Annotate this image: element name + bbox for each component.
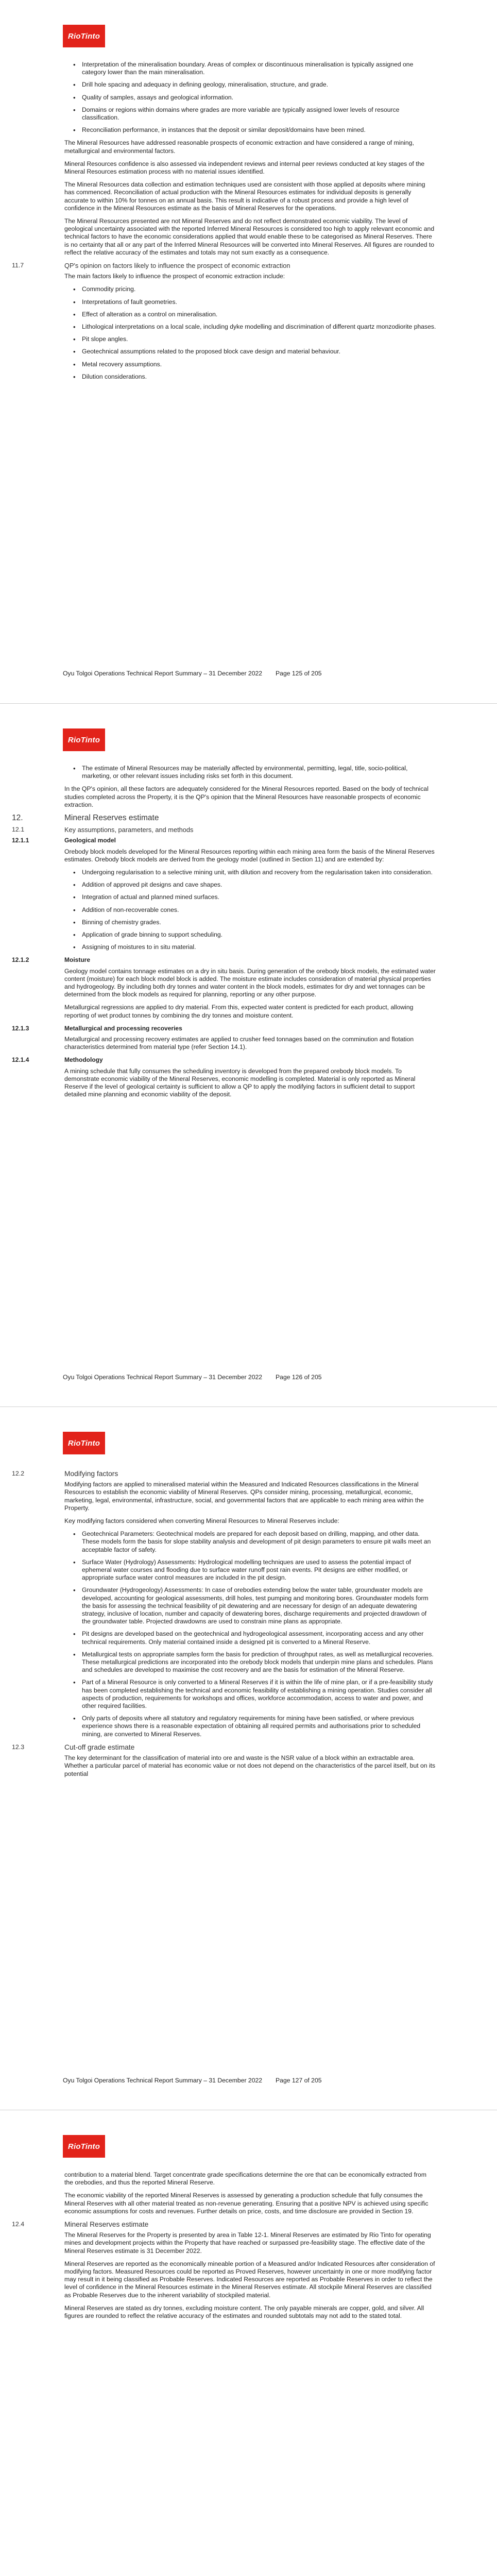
paragraph: The Mineral Resources presented are not Mineral Reserves and do not reflect demonstrated economic viability. The level of geological uncertainty associated with the reported Inferred Mineral Resources is considered too high to apply relevant economic and technical factors to have the economic considerations applied that would enable these to be categorised as Mineral Reserves. There is no certainty that all or any part of the Inferred Mineral Resources will be converted into Mineral Reserves. All figures are rounded to reflect the relative accuracy of the estimates and totals may not sum exactly as a consequence.: [64, 217, 435, 256]
paragraph: A mining schedule that fully consumes the scheduling inventory is developed from the prepared orebody block models. To demonstrate economic viability of the Mineral Reserves, economic modelling is completed. Material is only reported as Mineral Reserve if the level of geological certainty is sufficient to allow a QP to apply the modifying factors in sufficient detail to support detailed mine planning and economic viability of the deposit.: [64, 1067, 416, 1098]
section-title: Mineral Reserves estimate: [64, 814, 159, 823]
page-content: [12, 61, 436, 386]
list-item: • Pit slope angles.: [82, 335, 436, 343]
footer-title: Oyu Tolgoi Operations Technical Report Summary – 31 December 2022: [63, 670, 263, 677]
list-item: • Assigning of moistures to in situ material.: [82, 943, 436, 951]
section-heading: [12, 814, 436, 823]
footer-title: Oyu Tolgoi Operations Technical Report Summary – 31 December 2022: [63, 2077, 263, 2084]
paragraph: The Mineral Resources have addressed reasonable prospects of economic extraction and have considered a range of mining, metallurgical and environmental factors.: [64, 139, 414, 155]
list-item: • Surface Water (Hydrology) Assessments: Hydrological modelling techniques are used to assess the potential impact of ephemeral water courses and flooding due to surface water runoff post rain events. Pit designs are either modified, or appropriate surface water control measures are included in the pit design.: [82, 1558, 436, 1582]
paragraph: The economic viability of the reported Mineral Reserves is assessed by generating a production schedule that fully consumes the Mineral Reserves with all other material treated as non-revenue generating. Ensuring that a positive NPV is achieved using specific economic assumptions for costs and revenues. Further details on price, costs, and time disclosure are provided in Section 19.: [64, 2192, 429, 2215]
section-number: 11.7: [12, 262, 24, 269]
list-item: • Reconciliation performance, in instances that the deposit or similar deposit/domains have been mined.: [82, 126, 436, 134]
section-number: 12.1.4: [12, 1056, 29, 1064]
bullet-list: [64, 869, 436, 951]
paragraph: Mineral Resources confidence is also assessed via independent reviews and internal peer reviews conducted at key stages of the Mineral Resources estimation process with no material issues identified.: [64, 160, 425, 176]
list-item: • Interpretation of the mineralisation boundary. Areas of complex or discontinuous mineralisation is typically assigned one category lower than the main mineralisation.: [82, 61, 436, 76]
list-item: • Part of a Mineral Resource is only converted to a Mineral Reserves if it is within the life of mine plan, or if a pre-feasibility study has been completed establishing the technical and economic feasibility of establishing a mining operation. Studies consider all aspects of production, requirements for workshops and offices, workforce accommodation, access to water and power, and other required facilities.: [82, 1679, 436, 1710]
report-page: [0, 2110, 497, 2576]
page-footer: [63, 2077, 435, 2084]
paragraph: In the QP's opinion, all these factors are adequately considered for the Mineral Resources reported. Based on the body of technical studies completed across the Property, it is the QP's opinion that the Mineral Resources have reasonable prospects of economic extraction.: [64, 785, 429, 808]
paragraph: The Mineral Reserves for the Property is presented by area in Table 12-1. Mineral Reserves are estimated by Rio Tinto for operating mines and development projects within the Property that have reached or surpassed pre-feasibility stage. The effective date of the Mineral Reserves estimate is 31 December 2022.: [64, 2231, 431, 2255]
section-title: Metallurgical and processing recoveries: [64, 1024, 182, 1032]
paragraph: Key modifying factors considered when converting Mineral Resources to Mineral Reserves include:: [64, 1517, 339, 1525]
section-title: Methodology: [64, 1056, 103, 1064]
page-number: Page 127 of 205: [276, 2077, 322, 2084]
list-item: • Lithological interpretations on a local scale, including dyke modelling and discrimination of different quartz monzodiorite phases.: [82, 323, 436, 331]
paragraph: contribution to a material blend. Target concentrate grade specifications determine the ore that can be economically extracted from the orebodies, and thus the reported Mineral Reserve.: [64, 2171, 426, 2187]
page-footer: [63, 1374, 435, 1381]
list-item: • Groundwater (Hydrogeology) Assessments: In case of orebodies extending below the water table, groundwater models are developed, accounting for geological assessments, drill holes, test pumping and monitoring bores. Groundwater models form the basis for assessing the technical feasibility of pit dewatering and are necessary for design of an adequate dewatering strategy, inclusive of location, number and capacity of dewatering bores, discharge requirements and projected drawdown of the groundwater table. Projected drawdowns are used to constrain mine plans as appropriate.: [82, 1586, 436, 1625]
list-item: • Quality of samples, assays and geological information.: [82, 94, 436, 101]
section-heading: [12, 956, 436, 964]
section-number: 12.: [12, 814, 23, 823]
paragraph: Geology model contains tonnage estimates on a dry in situ basis. During generation of the orebody block models, the estimated water content (moisture) for each block model block is added. The moisture estimate includes consideration of material physical properties and hydrogeology. By including both dry tonnes and water content in the block models, estimates for dry and wet tonnages can be determined from the block models as required for planning, reporting or any other purpose.: [64, 967, 436, 998]
report-page: [0, 1406, 497, 2110]
list-item: • The estimate of Mineral Resources may be materially affected by environmental, permitting, legal, title, socio-political, marketing, or other relevant issues including risks set forth in this document.: [82, 765, 436, 780]
section-number: 12.1: [12, 826, 25, 834]
paragraph: The Mineral Resources data collection and estimation techniques used are consistent with those applied at deposits where mining has commenced. Reconciliation of actual production with the Mineral Resources estimates for individual deposits is generally accurate to within 10% for tonnes on an annual basis. This result is indicative of a robust process and provide a high level of confidence in the Mineral Resources estimate as the basis of Mineral Reserves for the operations.: [64, 181, 425, 212]
list-item: • Commodity pricing.: [82, 285, 436, 293]
section-heading: [12, 837, 436, 844]
paragraph: Orebody block models developed for the Mineral Resources reporting within each mining area form the basis of the Mineral Reserves estimates. Orebody block models are derived from the geology model (outlined in Section 11) and are extended by:: [64, 848, 435, 863]
section-number: 12.1.1: [12, 837, 29, 844]
section-heading: [12, 1470, 436, 1478]
section-number: 12.1.2: [12, 956, 29, 964]
section-number: 12.3: [12, 1743, 25, 1751]
bullet-list: [64, 765, 436, 780]
section-title: Mineral Reserves estimate: [64, 2221, 149, 2229]
section-title: Key assumptions, parameters, and methods: [64, 826, 194, 834]
list-item: • Application of grade binning to support scheduling.: [82, 931, 436, 939]
paragraph: The main factors likely to influence the prospect of economic extraction include:: [64, 273, 285, 280]
section-title: Moisture: [64, 956, 91, 964]
section-title: Cut-off grade estimate: [64, 1743, 135, 1751]
report-page: [0, 703, 497, 1406]
list-item: • Only parts of deposits where all statutory and regulatory requirements for mining have been satisfied, or where previous experience shows there is a reasonable expectation of obtaining all required permits and authorisations prior to scheduled mining, are converted to Mineral Reserves.: [82, 1715, 436, 1738]
bullet-list: [64, 285, 436, 381]
page-content: [12, 2171, 436, 2325]
paragraph: Metallurgical and processing recovery estimates are applied to crusher feed tonnages based on the comminution and flotation characteristics determined from material type (refer Section 14.1).: [64, 1036, 414, 1051]
list-item: • Effect of alteration as a control on mineralisation.: [82, 311, 436, 318]
paragraph: The key determinant for the classification of material into ore and waste is the NSR value of a block within an extractable area. Whether a particular parcel of material has economic value or not does not depend on the characteristics of the parcel itself, but on its potential: [64, 1754, 436, 1777]
section-heading: [12, 1024, 436, 1032]
footer-title: Oyu Tolgoi Operations Technical Report Summary – 31 December 2022: [63, 1374, 263, 1381]
section-title: Modifying factors: [64, 1470, 118, 1478]
page-number: Page 125 of 205: [276, 670, 322, 677]
list-item: • Interpretations of fault geometries.: [82, 298, 436, 306]
list-item: • Addition of approved pit designs and cave shapes.: [82, 881, 436, 889]
section-title: QP's opinion on factors likely to influence the prospect of economic extraction: [64, 262, 290, 270]
rio-tinto-logo: RioTinto: [63, 728, 105, 751]
list-item: • Dilution considerations.: [82, 373, 436, 381]
list-item: • Undergoing regularisation to a selective mining unit, with dilution and recovery from the regularisation taken into consideration.: [82, 869, 436, 876]
list-item: • Domains or regions within domains where grades are more variable are typically assigned lower levels of resource classification.: [82, 106, 436, 122]
list-item: • Geotechnical Parameters: Geotechnical models are prepared for each deposit based on drilling, mapping, and other data. These models form the basis for slope stability analysis and development of pit design parameters to ensure pit walls meet an acceptable factor of safety.: [82, 1530, 436, 1554]
page-footer: [63, 670, 435, 677]
paragraph: Mineral Reserves are reported as the economically mineable portion of a Measured and/or Indicated Resources after consideration of modifying factors. Measured Resources could be reported as Proved Reserves, however uncertainty in one or more modifying factor may result in it being classified as Probable Reserves. Indicated Resources are reported as Probable Reserves in order to reflect the level of confidence in the Mineral Resources estimate in the Mineral Reserves estimate. All stockpile Mineral Reserves are classified as Probable Reserves due to the inherent variability of stockpiled material.: [64, 2260, 435, 2299]
section-number: 12.4: [12, 2221, 25, 2228]
section-number: 12.2: [12, 1470, 25, 1477]
list-item: • Metal recovery assumptions.: [82, 361, 436, 368]
bullet-list: [64, 61, 436, 134]
section-heading: [12, 1056, 436, 1064]
list-item: • Pit designs are developed based on the geotechnical and hydrogeological assessment, incorporating access and any other technical requirements. Only material contained inside a designed pit is converted to a Mineral Reserve.: [82, 1630, 436, 1646]
paragraph: Metallurgical regressions are applied to dry material. From this, expected water content is predicted for each product, allowing reporting of wet product tonnes by combining the dry tonnes and moisture content.: [64, 1004, 414, 1019]
list-item: • Drill hole spacing and adequacy in defining geology, mineralisation, structure, and grade.: [82, 81, 436, 89]
section-number: 12.1.3: [12, 1024, 29, 1032]
list-item: • Binning of chemistry grades.: [82, 919, 436, 926]
bullet-list: [64, 1530, 436, 1738]
rio-tinto-logo: RioTinto: [63, 1432, 105, 1454]
list-item: • Addition of non-recoverable cones.: [82, 906, 436, 914]
section-heading: [12, 826, 436, 834]
paragraph: Mineral Reserves are stated as dry tonnes, excluding moisture content. The only payable minerals are copper, gold, and silver. All figures are rounded to reflect the relative accuracy of the estimates and rounded subtotals may not add to the stated total.: [64, 2304, 424, 2320]
list-item: • Integration of actual and planned mined surfaces.: [82, 893, 436, 901]
section-title: Geological model: [64, 837, 116, 844]
paragraph: Modifying factors are applied to mineralised material within the Measured and Indicated Resources classifications in the Mineral Resources to establish the economic viability of Mineral Reserves. QPs consider mining, processing, metallurgical, economic, marketing, legal, environmental, infrastructure, social, and governmental factors that are applicable to each mining area within the Property.: [64, 1481, 424, 1512]
section-heading: [12, 1743, 436, 1751]
section-heading: [12, 2221, 436, 2229]
page-number: Page 126 of 205: [276, 1374, 322, 1381]
section-heading: [12, 262, 436, 270]
page-content: [12, 765, 436, 1104]
page-content: [12, 1468, 436, 1783]
rio-tinto-logo: RioTinto: [63, 25, 105, 47]
list-item: • Geotechnical assumptions related to the proposed block cave design and material behaviour.: [82, 348, 436, 355]
report-page: [0, 0, 497, 703]
rio-tinto-logo: RioTinto: [63, 2135, 105, 2158]
list-item: • Metallurgical tests on appropriate samples form the basis for prediction of throughput rates, as well as metallurgical recoveries. These metallurgical predictions are incorporated into the orebody block models that underpin mine plans and schedules. Plans and schedules are developed to maximise the cost recovery and are the basis for estimation of the Mineral Reserve.: [82, 1651, 436, 1674]
